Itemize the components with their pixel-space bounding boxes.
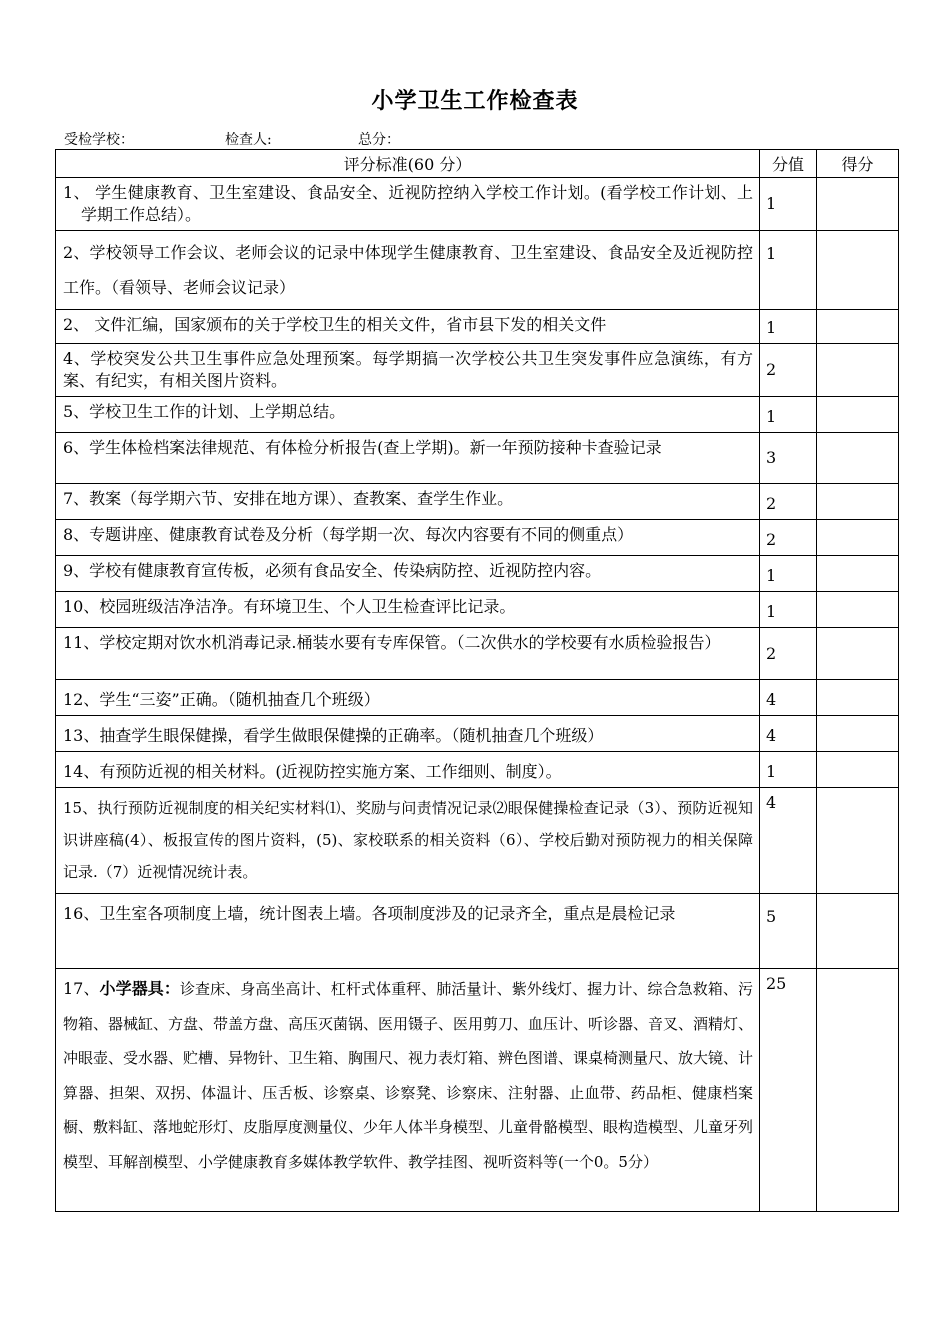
score-cell: 2 [760, 484, 817, 520]
earned-cell[interactable] [817, 752, 899, 788]
earned-cell[interactable] [817, 628, 899, 680]
earned-cell[interactable] [817, 397, 899, 433]
table-row [56, 680, 899, 716]
criteria-text: 2、学校领导工作会议、老师会议的记录中体现学生健康教育、卫生室建设、食品安全及近视防控工作。（看领导、老师会议记录） [63, 243, 753, 297]
criteria-bold-label: 小学器具： [99, 979, 180, 998]
score-cell: 4 [760, 788, 817, 894]
earned-cell[interactable] [817, 556, 899, 592]
criteria-cell: 13、抽查学生眼保健操，看学生做眼保健操的正确率。（随机抽查几个班级） [56, 716, 760, 752]
table-row [56, 231, 899, 310]
earned-cell[interactable] [817, 969, 899, 1212]
criteria-text: 16、卫生室各项制度上墙，统计图表上墙。各项制度涉及的记录齐全，重点是晨检记录 [63, 904, 676, 923]
score-cell: 4 [760, 716, 817, 752]
table-header-row [56, 150, 899, 178]
earned-cell[interactable] [817, 310, 899, 344]
criteria-cell: 7、教案（每学期六节、安排在地方课）、查教案、查学生作业。 [56, 484, 760, 520]
score-cell: 1 [760, 752, 817, 788]
criteria-cell: 14、有预防近视的相关材料。(近视防控实施方案、工作细则、制度）。 [56, 752, 760, 788]
criteria-cell: 2、 文件汇编，国家颁布的关于学校卫生的相关文件，省市县下发的相关文件 [56, 310, 760, 344]
column-header-earned: 得分 [817, 150, 899, 178]
score-cell: 1 [760, 178, 817, 231]
score-cell: 1 [760, 231, 817, 310]
score-cell: 2 [760, 520, 817, 556]
criteria-cell: 6、学生体检档案法律规范、有体检分析报告(查上学期)。新一年预防接种卡查验记录 [56, 433, 760, 484]
table-row [56, 556, 899, 592]
column-header-criteria: 评分标准(60 分） [56, 150, 760, 178]
earned-cell[interactable] [817, 520, 899, 556]
criteria-cell: 8、专题讲座、健康教育试卷及分析（每学期一次、每次内容要有不同的侧重点） [56, 520, 760, 556]
criteria-cell: 11、学校定期对饮水机消毒记录.桶装水要有专库保管。（二次供水的学校要有水质检验报告） [56, 628, 760, 680]
table-row [56, 788, 899, 894]
earned-cell[interactable] [817, 680, 899, 716]
score-cell: 3 [760, 433, 817, 484]
score-cell: 5 [760, 894, 817, 969]
earned-cell[interactable] [817, 484, 899, 520]
earned-cell[interactable] [817, 433, 899, 484]
score-cell: 4 [760, 680, 817, 716]
criteria-text [63, 972, 753, 1179]
criteria-cell: 4、学校突发公共卫生事件应急处理预案。每学期搞一次学校公共卫生突发事件应急演练，有方案、有纪实，有相关图片资料。 [56, 344, 760, 397]
criteria-cell [56, 788, 760, 894]
earned-cell[interactable] [817, 788, 899, 894]
school-label: 受检学校： [64, 132, 134, 148]
earned-cell[interactable] [817, 231, 899, 310]
criteria-cell: 5、学校卫生工作的计划、上学期总结。 [56, 397, 760, 433]
score-cell: 1 [760, 397, 817, 433]
total-label: 总分： [358, 132, 400, 148]
table-row [56, 178, 899, 231]
table-row [56, 344, 899, 397]
table-row [56, 484, 899, 520]
criteria-text: 15、执行预防近视制度的相关纪实材料⑴、奖励与问责情况记录⑵眼保健操检查记录（3）、预防近视知识讲座稿(4）、板报宣传的图片资料，(5)、家校联系的相关资料（6）、学校后勤对预防视力的相关保障记录.（7）近视情况统计表。 [63, 799, 753, 881]
column-header-score: 分值 [760, 150, 817, 178]
inspector-label: 检查人: [225, 132, 272, 148]
earned-cell[interactable] [817, 894, 899, 969]
criteria-cell [56, 894, 760, 969]
table-row [56, 520, 899, 556]
inspection-table [55, 149, 899, 1212]
score-cell: 1 [760, 592, 817, 628]
earned-cell[interactable] [817, 716, 899, 752]
table-row [56, 628, 899, 680]
table-row [56, 894, 899, 969]
criteria-body: 诊查床、身高坐高计、杠杆式体重秤、肺活量计、紫外线灯、握力计、综合急救箱、污物箱、器械缸、方盘、带盖方盘、高压灭菌锅、医用镊子、医用剪刀、血压计、听诊器、音叉、酒精灯、冲眼壶、受水器、贮槽、异物针、卫生箱、胸围尺、视力表灯箱、辨色图谱、课桌椅测量尺、放大镜、计算器、担架、双拐、体温计、压舌板、诊察桌、诊察凳、诊察床、注射器、止血带、药品柜、健康档案橱、敷料缸、落地蛇形灯、皮脂厚度测量仪、少年人体半身模型、儿童骨骼模型、眼构造模型、儿童牙列模型、耳解剖模型、小学健康教育多媒体教学软件、教学挂图、视听资料等(一个0。5分） [63, 980, 754, 1171]
score-cell: 25 [760, 969, 817, 1212]
page-title: 小学卫生工作检查表 [371, 88, 579, 114]
criteria-cell: 9、学校有健康教育宣传板，必须有食品安全、传染病防控、近视防控内容。 [56, 556, 760, 592]
earned-cell[interactable] [817, 178, 899, 231]
table-row [56, 592, 899, 628]
criteria-cell [56, 178, 760, 231]
criteria-cell: 12、学生“三姿”正确。（随机抽查几个班级） [56, 680, 760, 716]
table-row [56, 397, 899, 433]
score-cell: 2 [760, 344, 817, 397]
score-cell: 1 [760, 310, 817, 344]
score-cell: 1 [760, 556, 817, 592]
table-row [56, 433, 899, 484]
table-row [56, 716, 899, 752]
criteria-cell: 10、校园班级洁净洁净。有环境卫生、个人卫生检查评比记录。 [56, 592, 760, 628]
criteria-prefix: 17、 [63, 979, 100, 998]
earned-cell[interactable] [817, 344, 899, 397]
criteria-cell [56, 231, 760, 310]
criteria-cell [56, 969, 760, 1212]
criteria-text: 1、 学生健康教育、卫生室建设、食品安全、近视防控纳入学校工作计划。(看学校工作计划、上学期工作总结）。 [63, 183, 753, 224]
table-row [56, 752, 899, 788]
table-row [56, 969, 899, 1212]
table-row [56, 310, 899, 344]
score-cell: 2 [760, 628, 817, 680]
earned-cell[interactable] [817, 592, 899, 628]
